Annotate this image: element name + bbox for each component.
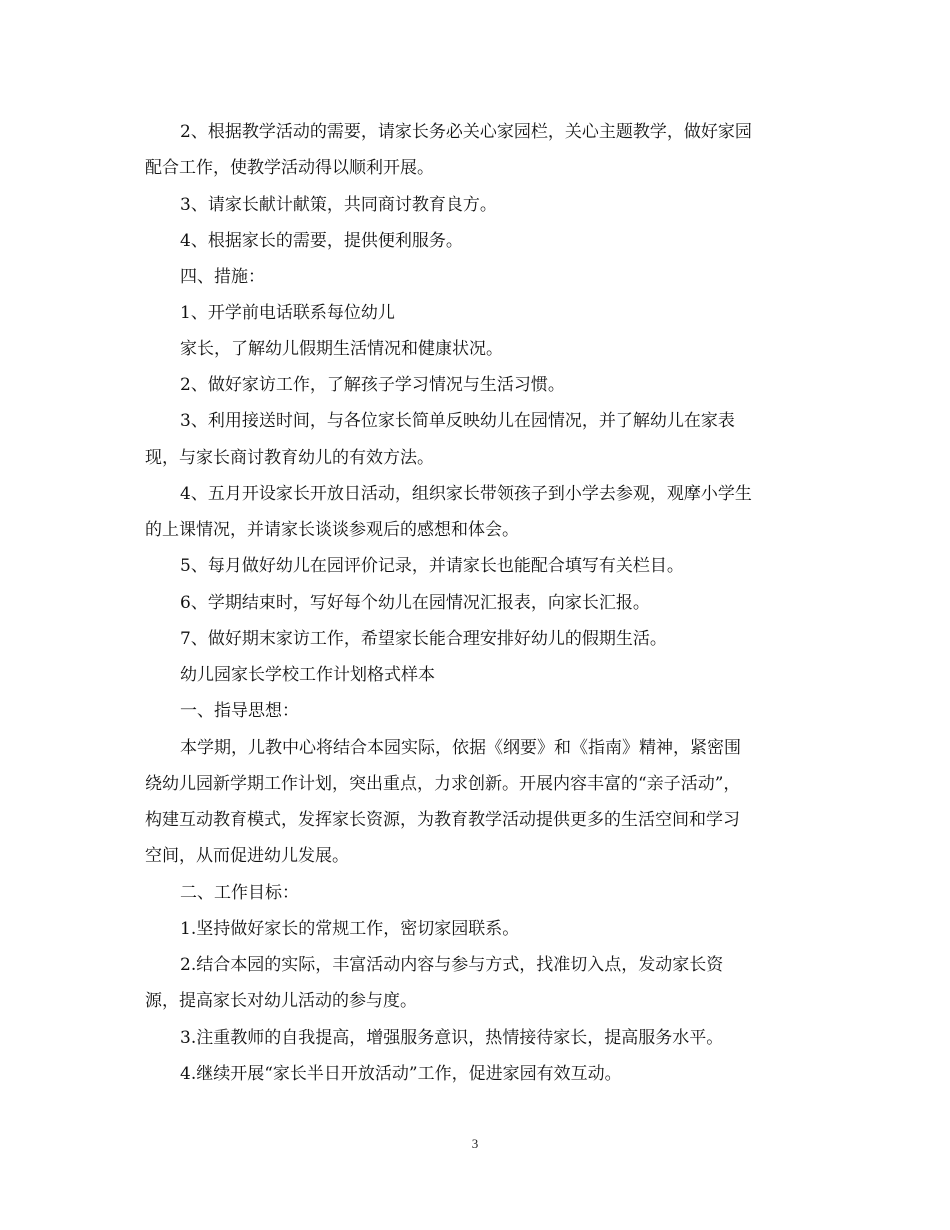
paragraph-line: 3、利用接送时间，与各位家长简单反映幼儿在园情况，并了解幼儿在家表 — [180, 411, 735, 431]
paragraph-line: 2、根据教学活动的需要，请家长务必关心家园栏，关心主题教学，做好家园 — [180, 122, 752, 142]
paragraph-line: 7、做好期末家访工作，希望家长能合理安排好幼儿的假期生活。 — [180, 629, 667, 649]
paragraph-line: 3.注重教师的自我提高，增强服务意识，热情接待家长，提高服务水平。 — [180, 1028, 724, 1048]
paragraph-line: 家长，了解幼儿假期生活情况和健康状况。 — [180, 339, 503, 359]
paragraph-line: 源，提高家长对幼儿活动的参与度。 — [145, 991, 417, 1011]
paragraph-line: 3、请家长献计献策，共同商讨教育良方。 — [180, 195, 497, 215]
paragraph-line: 6、学期结束时，写好每个幼儿在园情况汇报表，向家长汇报。 — [180, 593, 650, 613]
paragraph-line: 现，与家长商讨教育幼儿的有效方法。 — [145, 448, 434, 468]
paragraph-line: 1、开学前电话联系每位幼儿 — [180, 303, 395, 323]
paragraph-line: 2.结合本园的实际，丰富活动内容与参与方式，找准切入点，发动家长资 — [180, 955, 724, 975]
paragraph-line: 绕幼儿园新学期工作计划，突出重点，力求创新。开展内容丰富的“亲子活动”， — [145, 774, 741, 794]
paragraph-line: 4、五月开设家长开放日活动，组织家长带领孩子到小学去参观，观摩小学生 — [180, 484, 752, 504]
paragraph-line: 的上课情况，并请家长谈谈参观后的感想和体会。 — [145, 520, 519, 540]
paragraph-line: 4.继续开展“家长半日开放活动”工作，促进家园有效互动。 — [180, 1064, 622, 1084]
paragraph-line: 空间，从而促进幼儿发展。 — [145, 846, 349, 866]
page-number: 3 — [471, 1136, 479, 1151]
paragraph-line: 本学期，儿教中心将结合本园实际，依据《纲要》和《指南》精神，紧密围 — [180, 738, 741, 758]
section-title: 幼儿园家长学校工作计划格式样本 — [180, 665, 435, 685]
section-heading: 一、指导思想： — [180, 701, 299, 721]
section-heading: 四、措施： — [180, 267, 265, 287]
paragraph-line: 1.坚持做好家长的常规工作，密切家园联系。 — [180, 919, 520, 939]
paragraph-line: 构建互动教育模式，发挥家长资源，为教育教学活动提供更多的生活空间和学习 — [145, 810, 740, 830]
paragraph-line: 配合工作，使教学活动得以顺利开展。 — [145, 158, 434, 178]
paragraph-line: 2、做好家访工作，了解孩子学习情况与生活习惯。 — [180, 375, 565, 395]
paragraph-line: 4、根据家长的需要，提供便利服务。 — [180, 231, 463, 251]
paragraph-line: 5、每月做好幼儿在园评价记录，并请家长也能配合填写有关栏目。 — [180, 556, 684, 576]
section-heading: 二、工作目标： — [180, 883, 299, 903]
